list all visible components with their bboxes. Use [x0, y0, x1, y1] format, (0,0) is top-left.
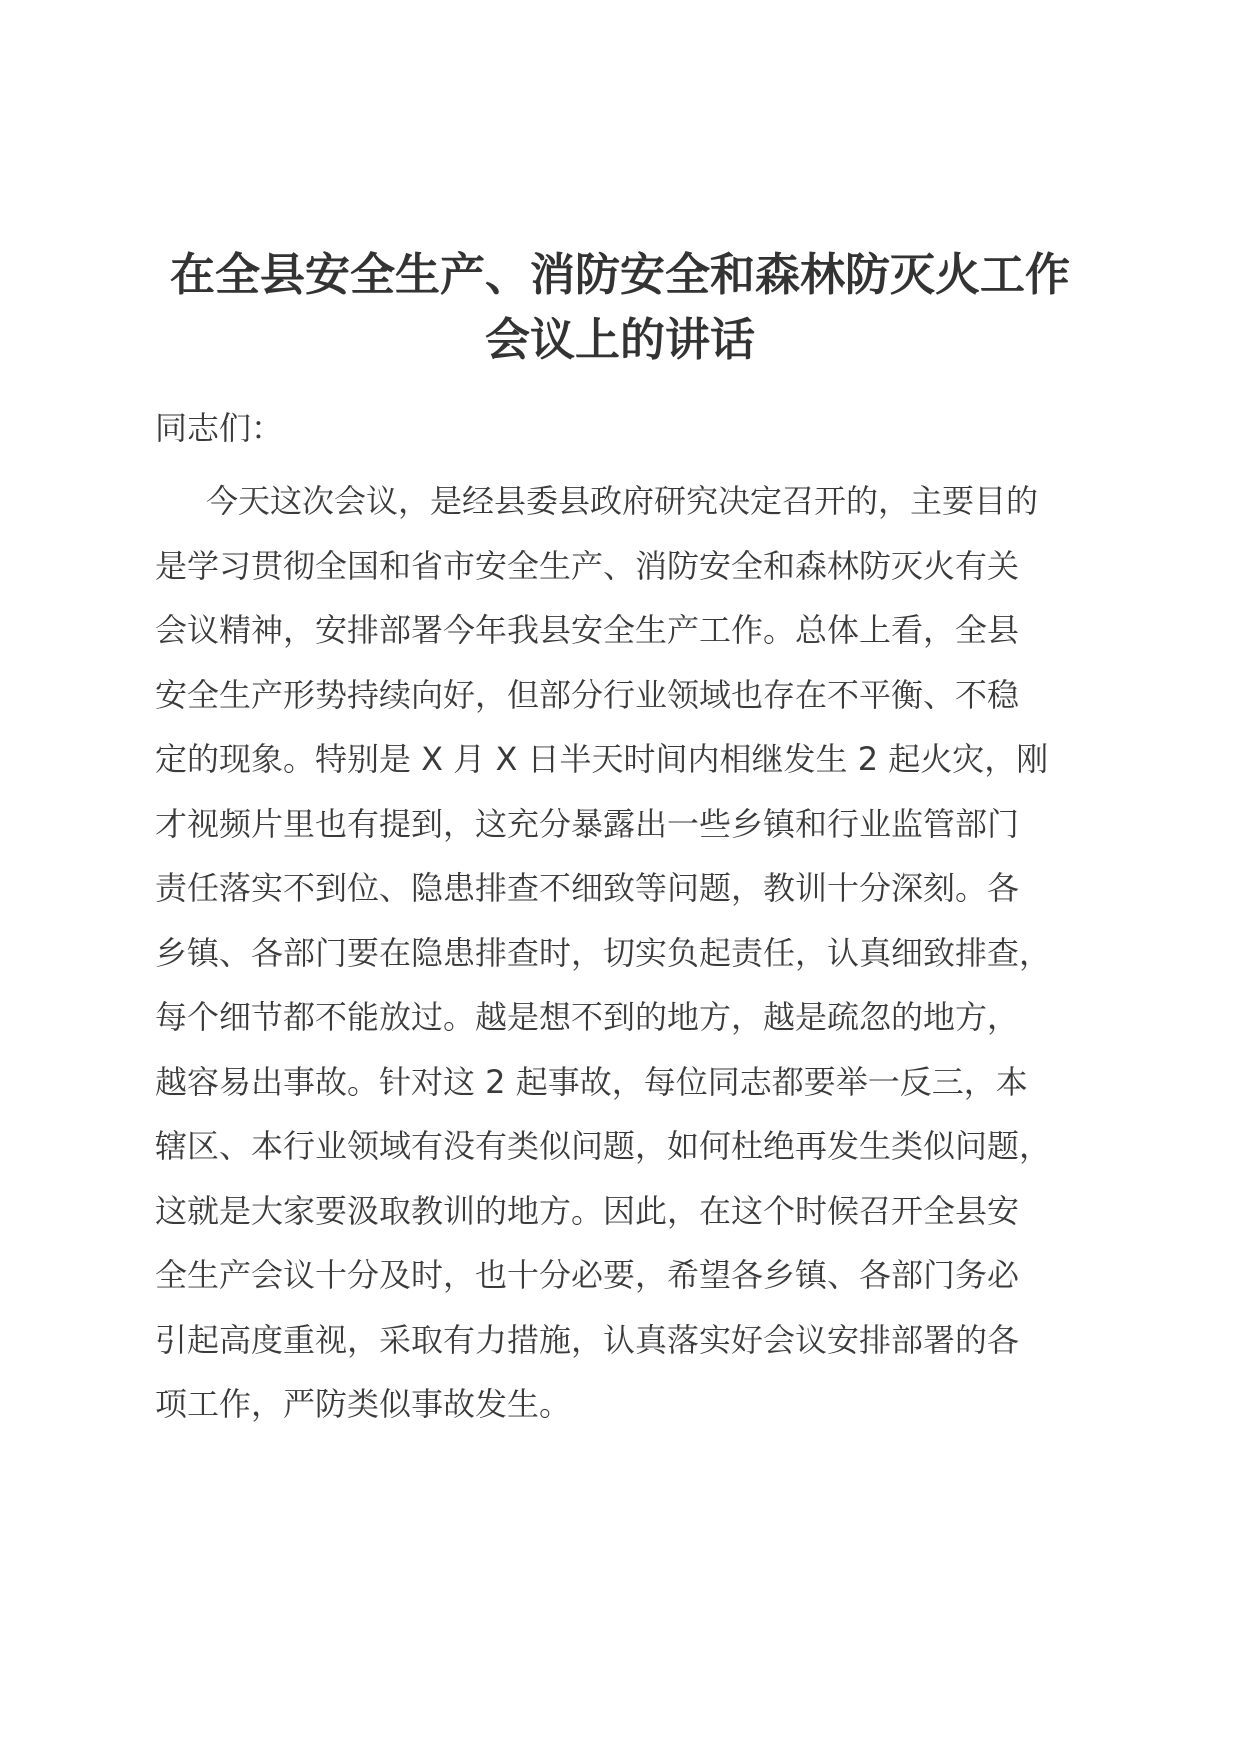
paragraph-line: 是学习贯彻全国和省市安全生产、消防安全和森林防灭火有关	[155, 546, 1020, 585]
paragraph-line: 项工作，严防类似事故发生。	[155, 1385, 572, 1423]
document-title	[140, 242, 1100, 372]
paragraph-line: 今天这次会议，是经县委县政府研究决定召开的，主要目的	[206, 482, 1039, 520]
paragraph-line: 会议精神，安排部署今年我县安全生产工作。总体上看，全县	[155, 611, 1020, 649]
paragraph-line: 辖区、本行业领域有没有类似问题，如何杜绝再发生类似问题，	[155, 1127, 1052, 1165]
paragraph-line: 引起高度重视，采取有力措施，认真落实好会议安排部署的各	[155, 1320, 1020, 1359]
salutation: 同志们：	[155, 409, 284, 447]
title-line: 会议上的讲话	[484, 313, 755, 366]
paragraph-line: 全生产会议十分及时，也十分必要，希望各乡镇、各部门务必	[155, 1256, 1020, 1294]
paragraph-line: 乡镇、各部门要在隐患排查时，切实负起责任，认真细致排查，	[155, 933, 1052, 972]
paragraph-line: 这就是大家要汲取教训的地方。因此，在这个时候召开全县安	[155, 1191, 1020, 1230]
title-line: 在全县安全生产、消防安全和森林防灭火工作	[169, 248, 1070, 301]
paragraph-line: 责任落实不到位、隐患排查不细致等问题，教训十分深刻。各	[155, 869, 1020, 907]
paragraph-line: 越容易出事故。针对这 2 起事故，每位同志都要举一反三，本	[155, 1062, 1028, 1101]
paragraph-line: 每个细节都不能放过。越是想不到的地方，越是疏忽的地方，	[155, 998, 1020, 1036]
body-paragraph	[155, 469, 1085, 1437]
paragraph-line: 安全生产形势持续向好，但部分行业领域也存在不平衡、不稳	[155, 675, 1020, 714]
paragraph-line: 才视频片里也有提到，这充分暴露出一些乡镇和行业监管部门	[155, 804, 1020, 843]
paragraph-line: 定的现象。特别是 X 月 X 日半天时间内相继发生 2 起火灾，刚	[155, 740, 1049, 778]
